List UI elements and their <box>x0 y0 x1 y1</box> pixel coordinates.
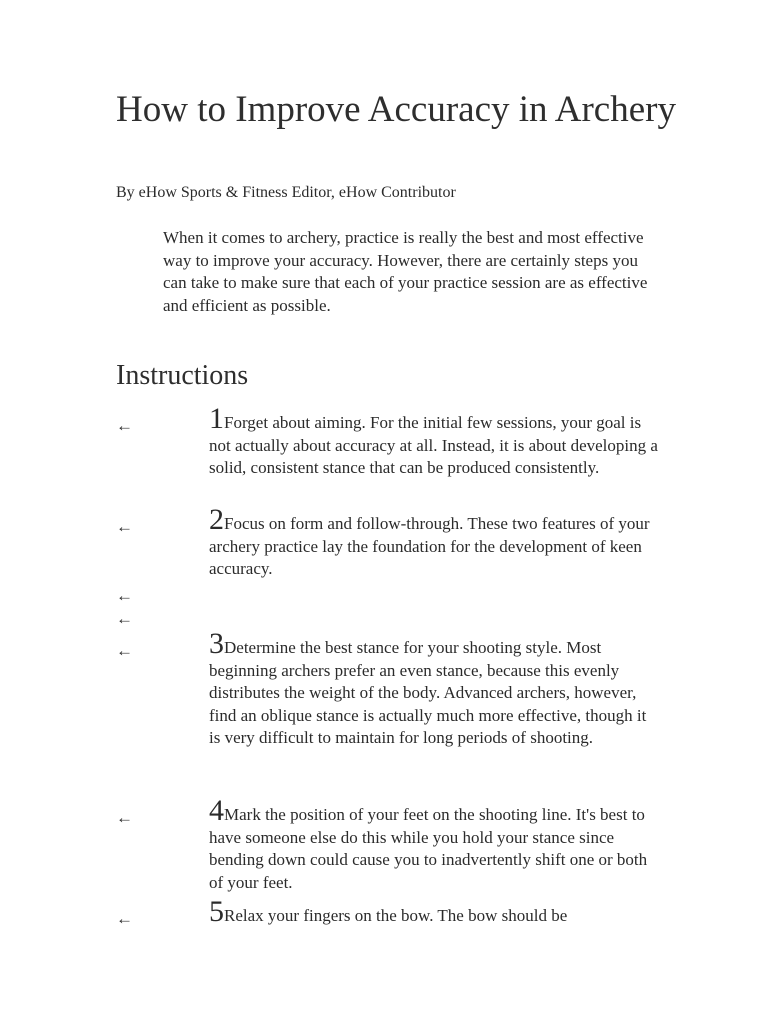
article-intro: When it comes to archery, practice is really the best and most effective way to improve your accuracy. However, there are certainly steps you can take to make sure that each of your practice session are as effective and efficient as possible. <box>163 228 648 315</box>
step-2-text: Focus on form and follow-through. These two features of your archery practice lay the foundation for the development of keen accuracy. <box>209 514 650 578</box>
step-2 <box>209 503 659 581</box>
empty-item-arrow-icon: ← <box>116 609 133 628</box>
step-3-number: 3 <box>209 627 224 660</box>
step-5-arrow-icon: ← <box>116 909 133 928</box>
step-1-number: 1 <box>209 402 224 435</box>
step-4-text: Mark the position of your feet on the shooting line. It's best to have someone else do this while you hold your stance since bending down could cause you to inadvertently shift one or both of your feet. <box>209 805 648 892</box>
article-title: How to Improve Accuracy in Archery <box>116 89 676 130</box>
step-1 <box>209 402 659 480</box>
step-1-text: Forget about aiming. For the initial few sessions, your goal is not actually about accuracy at all. Instead, it is about developing a solid, consistent stance that can be produced consistently. <box>209 413 658 477</box>
step-4-arrow-icon: ← <box>116 808 133 827</box>
step-3-text: Determine the best stance for your shooting style. Most beginning archers prefer an even stance, because this evenly distributes the weight of the body. Advanced archers, however, find an oblique stance is actually much more effective, though it is very difficult to maintain for long periods of shooting. <box>209 638 647 747</box>
step-3 <box>209 627 659 750</box>
article-byline: By eHow Sports & Fitness Editor, eHow Contributor <box>116 184 456 201</box>
step-2-number: 2 <box>209 503 224 536</box>
empty-item-arrow-icon: ← <box>116 586 133 605</box>
step-5 <box>209 895 659 928</box>
step-2-arrow-icon: ← <box>116 517 133 536</box>
step-5-text: Relax your fingers on the bow. The bow should be <box>224 906 568 925</box>
step-4-number: 4 <box>209 794 224 827</box>
step-3-arrow-icon: ← <box>116 641 133 660</box>
step-5-number: 5 <box>209 895 224 928</box>
instructions-heading: Instructions <box>116 360 249 391</box>
step-4 <box>209 794 659 894</box>
step-1-arrow-icon: ← <box>116 416 133 435</box>
